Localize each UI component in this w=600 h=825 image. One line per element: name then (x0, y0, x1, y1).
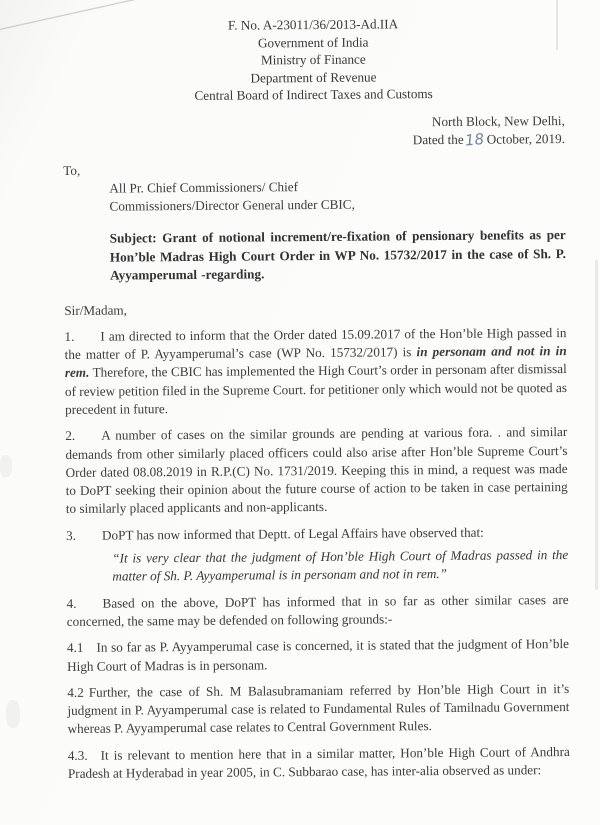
org-line-department: Department of Revenue (250, 69, 377, 86)
scan-artifact-smudge (0, 455, 12, 477)
paragraph-text: Therefore, the CBIC has implemented the High Court’s order in personam after dismissal of review petition filed in the Supreme Court. for petitioner only which would not be quoted as precedent in future. (64, 361, 567, 417)
date-suffix: October, 2019. (486, 131, 566, 148)
paragraph-4-3 (68, 743, 570, 784)
paragraph-text: It is relevant to mention here that in a similar matter, Hon’ble High Court of Andhra Pradesh at Hyderabad in year 2005, in C. Subbarao case, has inter-alia observed as under: (67, 743, 570, 781)
org-line-ministry: Ministry of Finance (260, 51, 366, 68)
paragraph-number: 4.1 (66, 640, 84, 656)
scan-artifact-right-edge-shadow (595, 260, 598, 590)
recipient-line: Commissioners/Director General under CBIC, (109, 197, 355, 215)
letter-content (62, 14, 570, 783)
paragraph-3 (66, 523, 568, 545)
paragraph-number: 4.3. (67, 747, 88, 763)
emphasized-phrase: in personam and not in in rem. (64, 343, 567, 381)
to-label: To, (63, 162, 81, 178)
org-line-board: Central Board of Indirect Taxes and Customs (194, 86, 433, 104)
paragraph-1 (64, 324, 567, 419)
paragraph-text: I am directed to inform that the Order dated 15.09.2017 of the Hon’ble High passed in the matter of P. Ayyamperumal’s case (WP No. 15732/2017) is (64, 324, 567, 363)
letterhead (62, 14, 565, 106)
handwritten-day: 18 (463, 130, 485, 151)
org-line-government: Government of India (257, 34, 369, 51)
date-block (63, 112, 565, 153)
paragraph-text: Further, the case of Sh. M Balasubramaniam referred by Hon’ble High Court in it’s judgment in P. Ayyamperumal case is related to Fundamental Rules of Tamilnadu Government whereas P. Ayyamperumal case relates to Central Government Rules. (67, 680, 570, 737)
paragraph-text: A number of cases on the similar grounds are pending at various fora. . and similar demands from other similarly placed officers could also arise after Hon’ble Supreme Court’s Order dated 08.08.2019 in R.P.(C) No. 1731/2019. Keeping this in mind, a request was made to DoPT seeking their opinion about the future course of action to be taken in case pertaining to similarly placed applicants and non-applicants. (65, 424, 568, 517)
paragraph-number: 4.2 (67, 684, 84, 700)
date-line (63, 130, 565, 152)
recipient-line: All Pr. Chief Commissioners/ Chief (109, 179, 299, 196)
paragraph-number: 4. (66, 595, 77, 611)
place-line: North Block, New Delhi, (431, 112, 565, 130)
file-number: F. No. A-23011/36/2013-Ad.IIA (227, 16, 399, 33)
salutation: Sir/Madam, (64, 302, 128, 318)
paragraph-text: DoPT has now informed that Deptt. of Legal Affairs have observed that: (101, 524, 484, 543)
legal-affairs-quote: “It is very clear that the judgment of Hon’ble High Court of Madras passed in the matter of Sh. P. Ayyamperumal is in personam and not in rem.” (112, 547, 569, 584)
paragraph-number: 2. (65, 428, 76, 444)
paragraph-2 (65, 423, 568, 518)
subject-line: Subject: Grant of notional increment/re-fixation of pensionary benefits as per Hon’ble Madras High Court Order in WP No. 15732/2017 in the case of Sh. P. Ayyamperumal -regarding. (109, 226, 566, 283)
scan-artifact-smudge (6, 700, 20, 728)
paragraph-number: 1. (64, 328, 75, 344)
paragraph-text: Based on the above, DoPT has informed that in so far as other similar cases are concerned, the same may be defended on following grounds:- (66, 591, 569, 629)
paragraph-4 (67, 591, 569, 632)
paragraph-4-2 (67, 680, 569, 739)
date-prefix: Dated the (412, 132, 464, 148)
paragraph-4-1 (67, 635, 569, 676)
paragraph-text: In so far as P. Ayyamperumal case is concerned, it is stated that the judgment of Hon’ble High Court of Madras is in personam. (67, 636, 569, 674)
paragraph-number: 3. (66, 527, 77, 543)
recipient-block (109, 176, 565, 217)
